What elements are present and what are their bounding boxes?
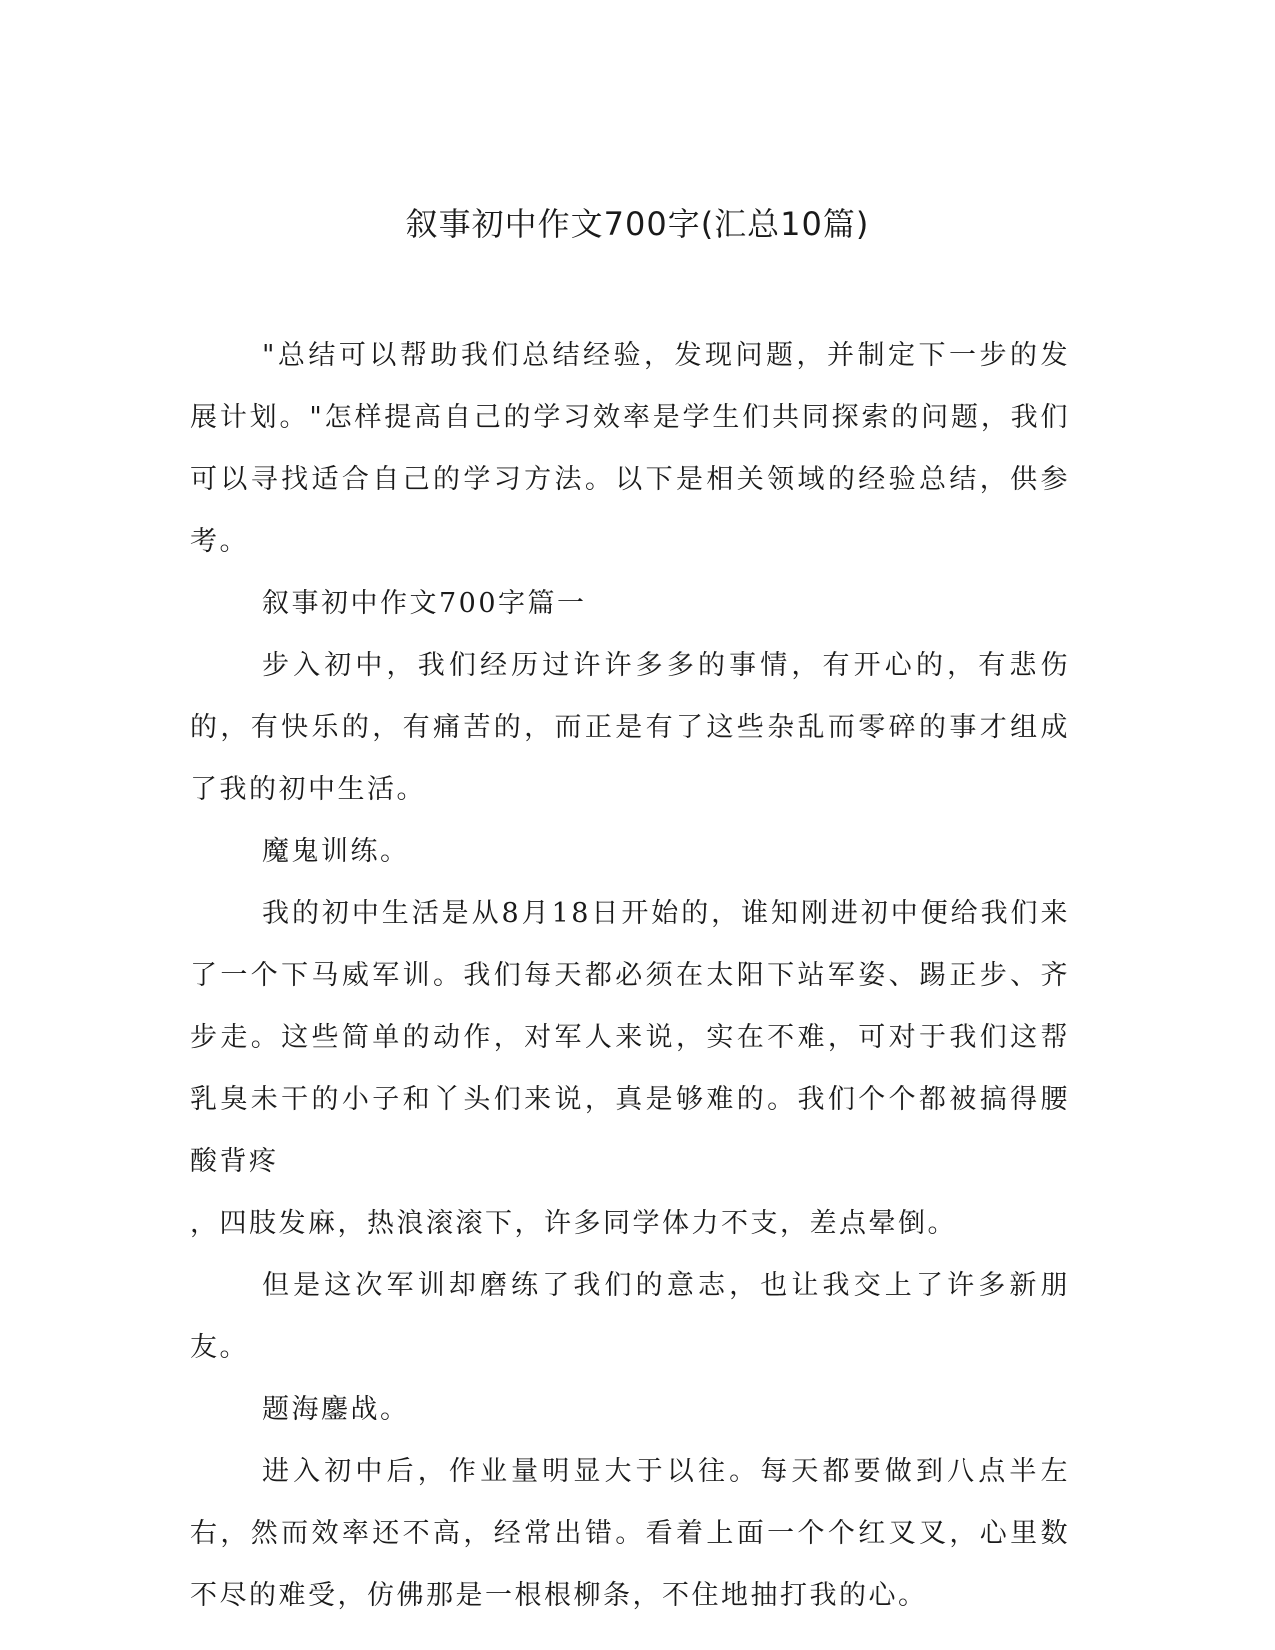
- subheading: 魔鬼训练。: [262, 836, 410, 867]
- body-paragraph-continuation: ，四肢发麻，热浪滚滚下，许多同学体力不支，差点晕倒。: [190, 1208, 957, 1239]
- section-heading: 叙事初中作文700字篇一: [262, 588, 587, 619]
- body-paragraph: 进入初中后，作业量明显大于以往。每天都要做到八点半左右，然而效率还不高，经常出错。看着上面一个个红叉叉，心里数不尽的难受，仿佛那是一根根柳条，不住地抽打我的心。: [190, 1456, 1070, 1611]
- body-paragraph: 但是这次军训却磨练了我们的意志，也让我交上了许多新朋友。: [190, 1270, 1070, 1363]
- intro-paragraph: "总结可以帮助我们总结经验，发现问题，并制定下一步的发展计划。"怎样提高自己的学习效率是学生们共同探索的问题，我们可以寻找适合自己的学习方法。以下是相关领域的经验总结，供参考。: [190, 340, 1070, 557]
- subheading: 题海鏖战。: [262, 1394, 410, 1425]
- body-paragraph: 我的初中生活是从8月18日开始的，谁知刚进初中便给我们来了一个下马威军训。我们每天都必须在太阳下站军姿、踢正步、齐步走。这些简单的动作，对军人来说，实在不难，可对于我们这帮乳臭未干的小子和丫头们来说，真是够难的。我们个个都被搞得腰酸背疼: [190, 898, 1070, 1177]
- body-paragraph: 步入初中，我们经历过许许多多的事情，有开心的，有悲伤的，有快乐的，有痛苦的，而正是有了这些杂乱而零碎的事才组成了我的初中生活。: [190, 650, 1070, 805]
- document-title: 叙事初中作文700字(汇总10篇): [405, 205, 870, 243]
- document-body: [190, 325, 1070, 1627]
